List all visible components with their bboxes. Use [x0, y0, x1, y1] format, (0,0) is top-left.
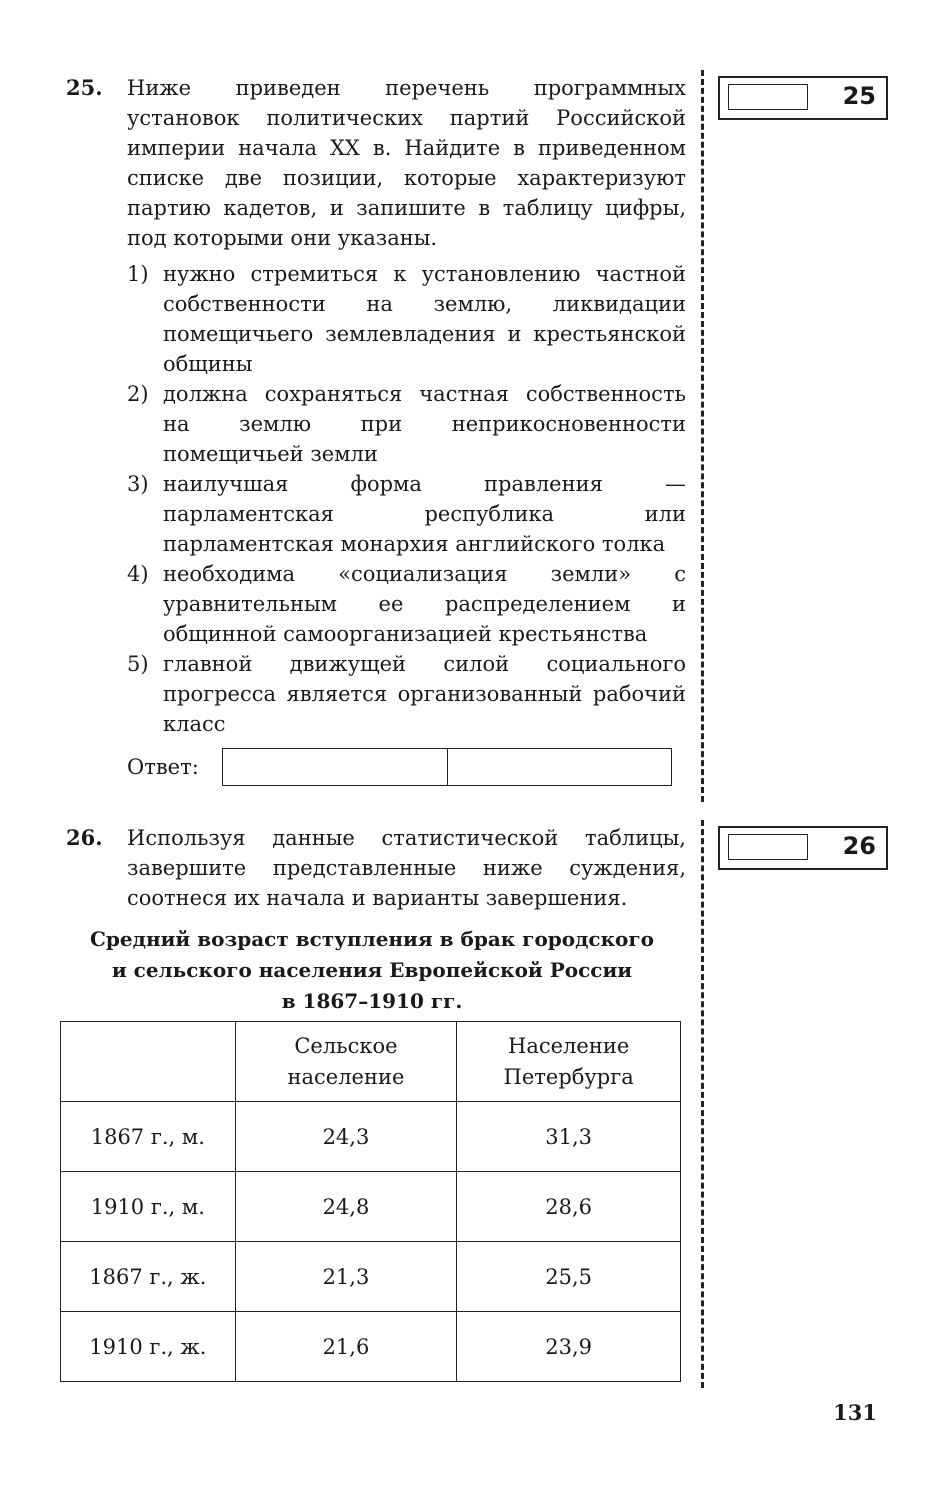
- option-number: 2): [127, 382, 149, 406]
- question-number: 26.: [66, 825, 103, 850]
- option-number: 4): [127, 562, 149, 586]
- margin-cut-line: [701, 820, 704, 1388]
- question-number: 25.: [66, 75, 103, 100]
- table-row: [61, 1312, 681, 1382]
- answer-cell-1[interactable]: [223, 749, 448, 785]
- row-label: 1910 г., м.: [61, 1172, 236, 1242]
- table-title: [62, 924, 682, 1017]
- table-cell: 24,8: [235, 1172, 457, 1242]
- row-label: 1867 г., ж.: [61, 1242, 236, 1312]
- table-cell: 21,6: [235, 1312, 457, 1382]
- table-title-line: в 1867–1910 гг.: [281, 989, 463, 1013]
- option-item: [127, 259, 686, 379]
- row-label: 1910 г., ж.: [61, 1312, 236, 1382]
- column-header: Сельское население: [235, 1022, 457, 1102]
- question-26: [66, 823, 686, 913]
- side-answer-field[interactable]: [728, 84, 808, 110]
- option-list: [127, 259, 686, 739]
- side-answer-box-26: [718, 826, 888, 870]
- table-cell: 31,3: [457, 1102, 681, 1172]
- table-row: [61, 1102, 681, 1172]
- row-label: 1867 г., м.: [61, 1102, 236, 1172]
- column-header: [61, 1022, 236, 1102]
- option-number: 5): [127, 652, 149, 676]
- margin-cut-line: [701, 70, 704, 802]
- side-answer-field[interactable]: [728, 834, 808, 860]
- question-25: [66, 73, 686, 739]
- table-header-row: [61, 1022, 681, 1102]
- table-title-line: и сельского населения Европейской России: [111, 958, 633, 982]
- table-cell: 21,3: [235, 1242, 457, 1312]
- answer-box: [222, 748, 672, 786]
- side-task-number: 26: [842, 832, 876, 860]
- answer-label: Ответ:: [127, 755, 199, 779]
- option-item: [127, 559, 686, 649]
- option-number: 1): [127, 262, 149, 286]
- answer-cell-2[interactable]: [448, 749, 672, 785]
- option-item: [127, 379, 686, 469]
- option-text: необходима «социализация земли» с уравнительным ее распределением и общинной самоорганизацией крестьянства: [163, 562, 686, 646]
- column-header: Население Петербурга: [457, 1022, 681, 1102]
- option-text: нужно стремиться к установлению частной собственности на землю, ликвидации помещичьего землевладения и крестьянской общины: [163, 262, 686, 376]
- question-text: Ниже приведен перечень программных установок политических партий Российской империи начала XX в. Найдите в приведенном списке две позиции, которые характеризуют партию кадетов, и запишите в таблицу цифры, под которыми они указаны.: [127, 76, 686, 250]
- table-title-line: Средний возраст вступления в брак городского: [89, 927, 654, 951]
- table-cell: 24,3: [235, 1102, 457, 1172]
- table-cell: 28,6: [457, 1172, 681, 1242]
- option-item: [127, 469, 686, 559]
- table-row: [61, 1172, 681, 1242]
- option-number: 3): [127, 472, 149, 496]
- page-number: 131: [833, 1400, 877, 1425]
- question-text: Используя данные статистической таблицы, завершите представленные ниже суждения, соотнеся их начала и варианты завершения.: [127, 826, 686, 910]
- option-item: [127, 649, 686, 739]
- option-text: главной движущей силой социального прогресса является организованный рабочий класс: [163, 652, 686, 736]
- option-text: наилучшая форма правления — парламентская республика или парламентская монархия английского толка: [163, 472, 686, 556]
- option-text: должна сохраняться частная собственность на землю при неприкосновенности помещичьей земли: [163, 382, 686, 466]
- side-task-number: 25: [842, 82, 876, 110]
- statistics-table: [60, 1021, 681, 1382]
- table-row: [61, 1242, 681, 1312]
- table-cell: 23,9: [457, 1312, 681, 1382]
- table-cell: 25,5: [457, 1242, 681, 1312]
- side-answer-box-25: [718, 76, 888, 120]
